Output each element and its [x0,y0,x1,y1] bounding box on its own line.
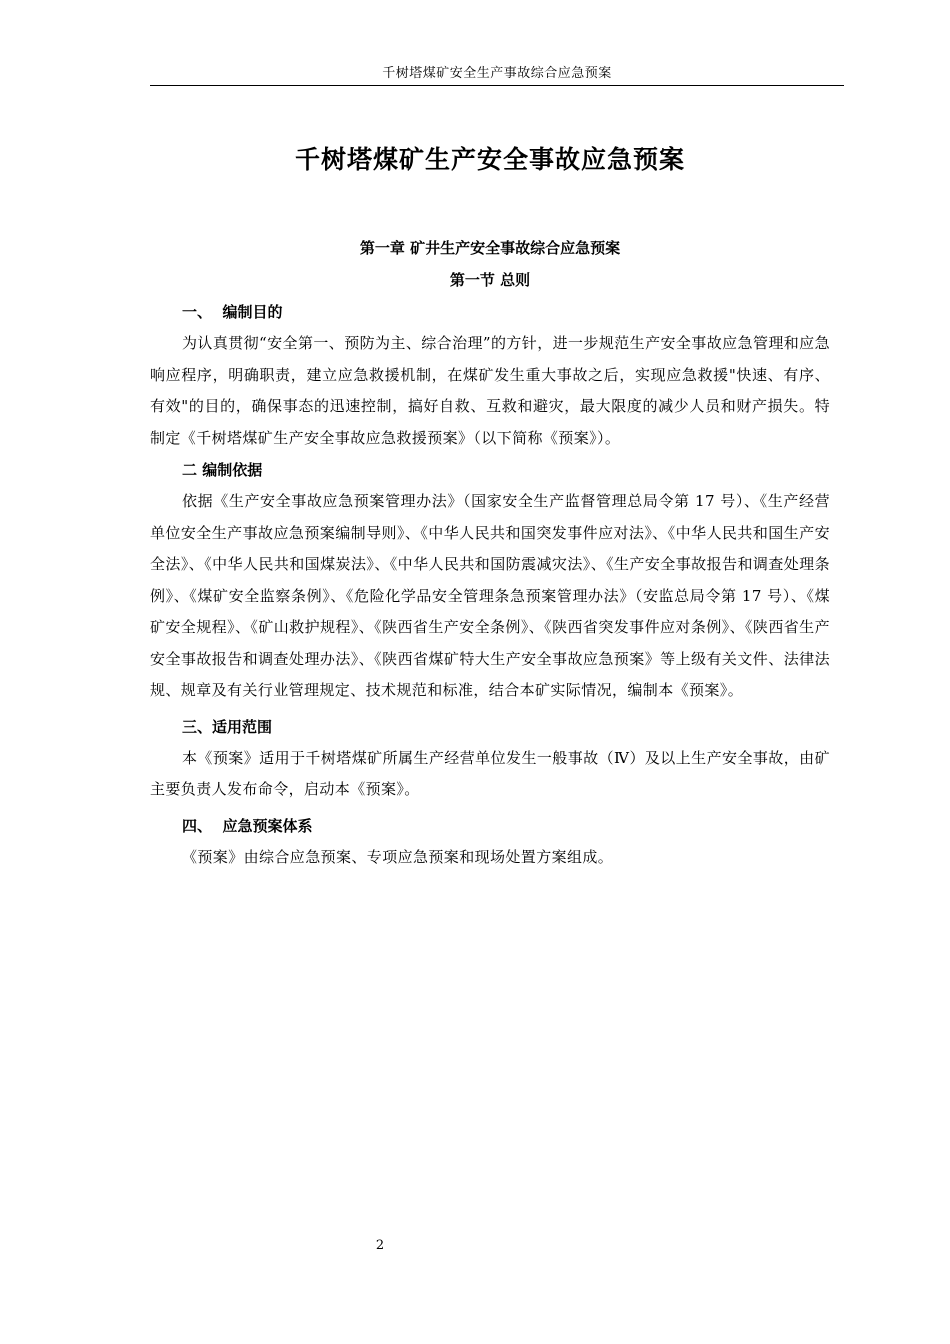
heading-scope: 三、适用范围 [182,717,273,736]
header-rule [150,85,844,86]
section-title: 第一节 总则 [449,271,531,289]
heading-purpose: 一、 编制目的 [182,303,283,321]
page-number: 2 [375,1238,385,1253]
running-header: 千树塔煤矿安全生产事故综合应急预案 [382,66,612,81]
paragraph-scope: 本《预案》适用于千树塔煤矿所属生产经营单位发生一般事故（Ⅳ）及以上生产安全事故，由矿主要负责人发布命令，启动本《预案》。 [150,748,830,798]
heading-basis: 二 编制依据 [182,461,263,479]
paragraph-basis: 依据《生产安全事故应急预案管理办法》（国家安全生产监督管理总局令第 17 号）、《生产经营单位安全生产事故应急预案编制导则》、《中华人民共和国突发事件应对法》、《中华人民共和国生产安全法》、《中华人民共和国煤炭法》、《中华人民共和国防震减灾法》、《生产安全事故报告和调查处理条例》、《煤矿安全监察条例》、《危险化学品安全管理条急预案管理办法》（安监总局令第 17 号）、《煤矿安全规程》、《矿山救护规程》、《陕西省生产安全条例》、《陕西省突发事件应对条例》、《陕西省生产安全事故报告和调查处理办法》、《陕西省煤矿特大生产安全事故应急预案》等上级有关文件、法律法规、规章及有关行业管理规定、技术规范和标准，结合本矿实际情况，编制本《预案》。 [150,492,830,699]
heading-plan-system: 四、 应急预案体系 [182,816,313,835]
document-title: 千树塔煤矿生产安全事故应急预案 [294,145,685,174]
document-body [150,232,830,873]
paragraph-plan-system: 《预案》由综合应急预案、专项应急预案和现场处置方案组成。 [182,847,614,866]
chapter-title: 第一章 矿井生产安全事故综合应急预案 [359,239,621,257]
paragraph-purpose: 为认真贯彻“安全第一、预防为主、综合治理”的方针，进一步规范生产安全事故应急管理和应急响应程序，明确职责，建立应急救援机制，在煤矿发生重大事故之后，实现应急救援"快速、有序、有效"的目的，确保事态的迅速控制，搞好自救、互救和避灾，最大限度的减少人员和财产损失。特制定《千树塔煤矿生产安全事故应急救援预案》（以下简称《预案》）。 [150,334,830,447]
